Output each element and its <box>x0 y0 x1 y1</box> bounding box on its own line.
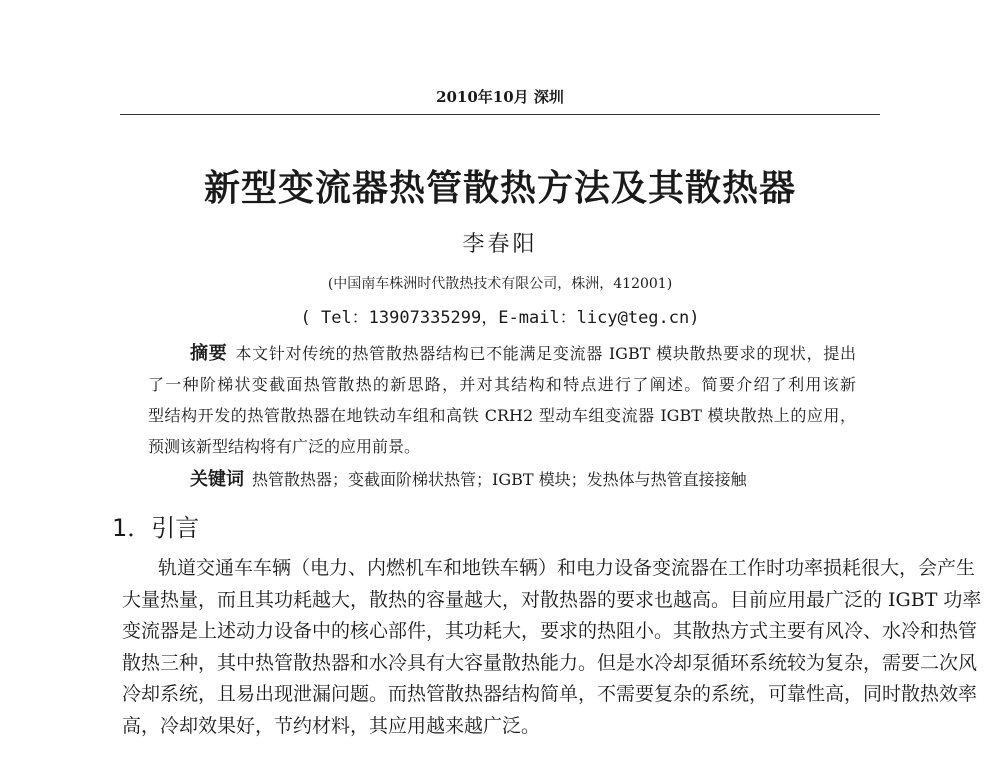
body-line-5: 冷却系统，且易出现泄漏问题。而热管散热器结构简单，不需要复杂的系统，可靠性高，同时散热效率 <box>122 683 978 705</box>
affiliation: (中国南车株洲时代散热技术有限公司，株洲，412001) <box>327 276 673 292</box>
abstract-line-2: 了一种阶梯状变截面热管散热的新思路，并对其结构和特点进行了阐述。简要介绍了利用该新 <box>148 375 856 394</box>
abstract-line-4: 预测该新型结构将有广泛的应用前景。 <box>148 437 421 456</box>
body-line-3: 变流器是上述动力设备中的核心部件，其功耗大，要求的热阻小。其散热方式主要有风冷、水冷和热管 <box>122 620 978 642</box>
paper-title: 新型变流器热管散热方法及其散热器 <box>203 168 796 209</box>
contact-info: ( Tel：13907335299，E-mail：licy@teg.cn) <box>300 308 700 328</box>
abstract-text: 本文针对传统的热管散热器结构已不能满足变流器 IGBT 模块散热要求的现状，提出 <box>235 344 856 363</box>
author: 李春阳 <box>462 232 538 257</box>
keywords <box>190 469 747 491</box>
section-heading: 1．引言 <box>112 514 200 542</box>
header-rule <box>120 114 880 115</box>
body-line-4: 散热三种，其中热管散热器和水冷具有大容量散热能力。但是水冷却泵循环系统较为复杂，需要二次风 <box>122 652 978 674</box>
keywords-label: 关键词 <box>190 469 244 490</box>
abstract-line-3: 型结构开发的热管散热器在地铁动车组和高铁 CRH2 型动车组变流器 IGBT 模块散热上的应用， <box>148 406 856 425</box>
abstract-line-1 <box>190 343 856 365</box>
body-line-6: 高，冷却效果好，节约材料，其应用越来越广泛。 <box>122 715 541 737</box>
body-line-1: 轨道交通车车辆（电力、内燃机车和地铁车辆）和电力设备变流器在工作时功率损耗很大，会产生 <box>158 557 976 579</box>
abstract-label: 摘要 <box>190 343 228 364</box>
body-line-2: 大量热量，而且其功耗越大，散热的容量越大，对散热器的要求也越高。目前应用最广泛的 IGBT 功率 <box>122 589 982 611</box>
running-head: 2010年10月 深圳 <box>436 88 564 106</box>
keywords-text: 热管散热器；变截面阶梯状热管；IGBT 模块；发热体与热管直接接触 <box>252 470 747 489</box>
